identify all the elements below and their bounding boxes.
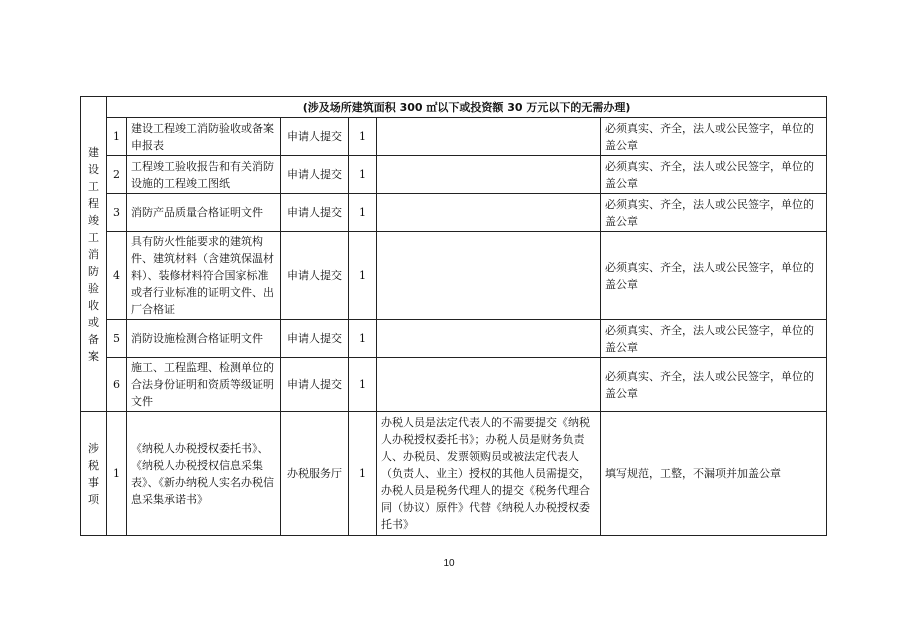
- table-row: [81, 358, 827, 412]
- material-requirement: 必须真实、齐全，法人或公民签字，单位的盖公章: [601, 232, 827, 320]
- section-title: (涉及场所建筑面积 300 ㎡以下或投资额 30 万元以下的无需办理): [107, 97, 827, 118]
- material-source: 申请人提交: [281, 320, 349, 358]
- row-number: 3: [107, 194, 127, 232]
- material-name: 工程竣工验收报告和有关消防设施的工程竣工图纸: [127, 156, 281, 194]
- material-source: 申请人提交: [281, 232, 349, 320]
- row-number: 2: [107, 156, 127, 194]
- page-number: 10: [443, 558, 455, 569]
- material-source: 申请人提交: [281, 194, 349, 232]
- materials-table: [80, 96, 827, 536]
- group-label-fire-acceptance: 建设 工程 竣工 消防 验收 或备 案: [81, 97, 107, 412]
- material-name: 施工、工程监理、检测单位的合法身份证明和资质等级证明文件: [127, 358, 281, 412]
- table-row: [81, 156, 827, 194]
- copies-count: 1: [349, 412, 377, 536]
- copies-count: 1: [349, 320, 377, 358]
- material-source: 申请人提交: [281, 118, 349, 156]
- table-row: [81, 118, 827, 156]
- copies-count: 1: [349, 358, 377, 412]
- table-row: [81, 194, 827, 232]
- copies-count: 1: [349, 118, 377, 156]
- material-name: 具有防火性能要求的建筑构件、建筑材料（含建筑保温材料）、装修材料符合国家标准或者行业标准的证明文件、出厂合格证: [127, 232, 281, 320]
- material-requirement: 必须真实、齐全，法人或公民签字，单位的盖公章: [601, 358, 827, 412]
- copies-count: 1: [349, 156, 377, 194]
- row-number: 1: [107, 118, 127, 156]
- material-note: [377, 156, 601, 194]
- material-name: 消防设施检测合格证明文件: [127, 320, 281, 358]
- material-note: 办税人员是法定代表人的不需要提交《纳税人办税授权委托书》；办税人员是财务负责人、办税员、发票领购员或被法定代表人（负责人、业主）授权的其他人员需提交，办税人员是税务代理人的提交《税务代理合同（协议）原件》代替《纳税人办税授权委托书》: [377, 412, 601, 536]
- material-name: 建设工程竣工消防验收或备案申报表: [127, 118, 281, 156]
- material-source: 办税服务厅: [281, 412, 349, 536]
- row-number: 4: [107, 232, 127, 320]
- row-number: 5: [107, 320, 127, 358]
- material-note: [377, 320, 601, 358]
- material-requirement: 必须真实、齐全，法人或公民签字，单位的盖公章: [601, 194, 827, 232]
- group-label-tax: 涉 税 事 项: [81, 412, 107, 536]
- material-requirement: 填写规范，工整，不漏项并加盖公章: [601, 412, 827, 536]
- table-row: [81, 320, 827, 358]
- material-name: 《纳税人办税授权委托书》、《纳税人办税授权信息采集表》、《新办纳税人实名办税信息采集承诺书》: [127, 412, 281, 536]
- material-requirement: 必须真实、齐全，法人或公民签字，单位的盖公章: [601, 156, 827, 194]
- material-source: 申请人提交: [281, 156, 349, 194]
- material-note: [377, 194, 601, 232]
- material-requirement: 必须真实、齐全，法人或公民签字，单位的盖公章: [601, 320, 827, 358]
- material-source: 申请人提交: [281, 358, 349, 412]
- material-note: [377, 358, 601, 412]
- material-note: [377, 232, 601, 320]
- row-number: 6: [107, 358, 127, 412]
- material-name: 消防产品质量合格证明文件: [127, 194, 281, 232]
- table-row: [81, 232, 827, 320]
- row-number: 1: [107, 412, 127, 536]
- copies-count: 1: [349, 232, 377, 320]
- copies-count: 1: [349, 194, 377, 232]
- material-note: [377, 118, 601, 156]
- section-header-row: [81, 97, 827, 118]
- material-requirement: 必须真实、齐全，法人或公民签字，单位的盖公章: [601, 118, 827, 156]
- table-row: [81, 412, 827, 536]
